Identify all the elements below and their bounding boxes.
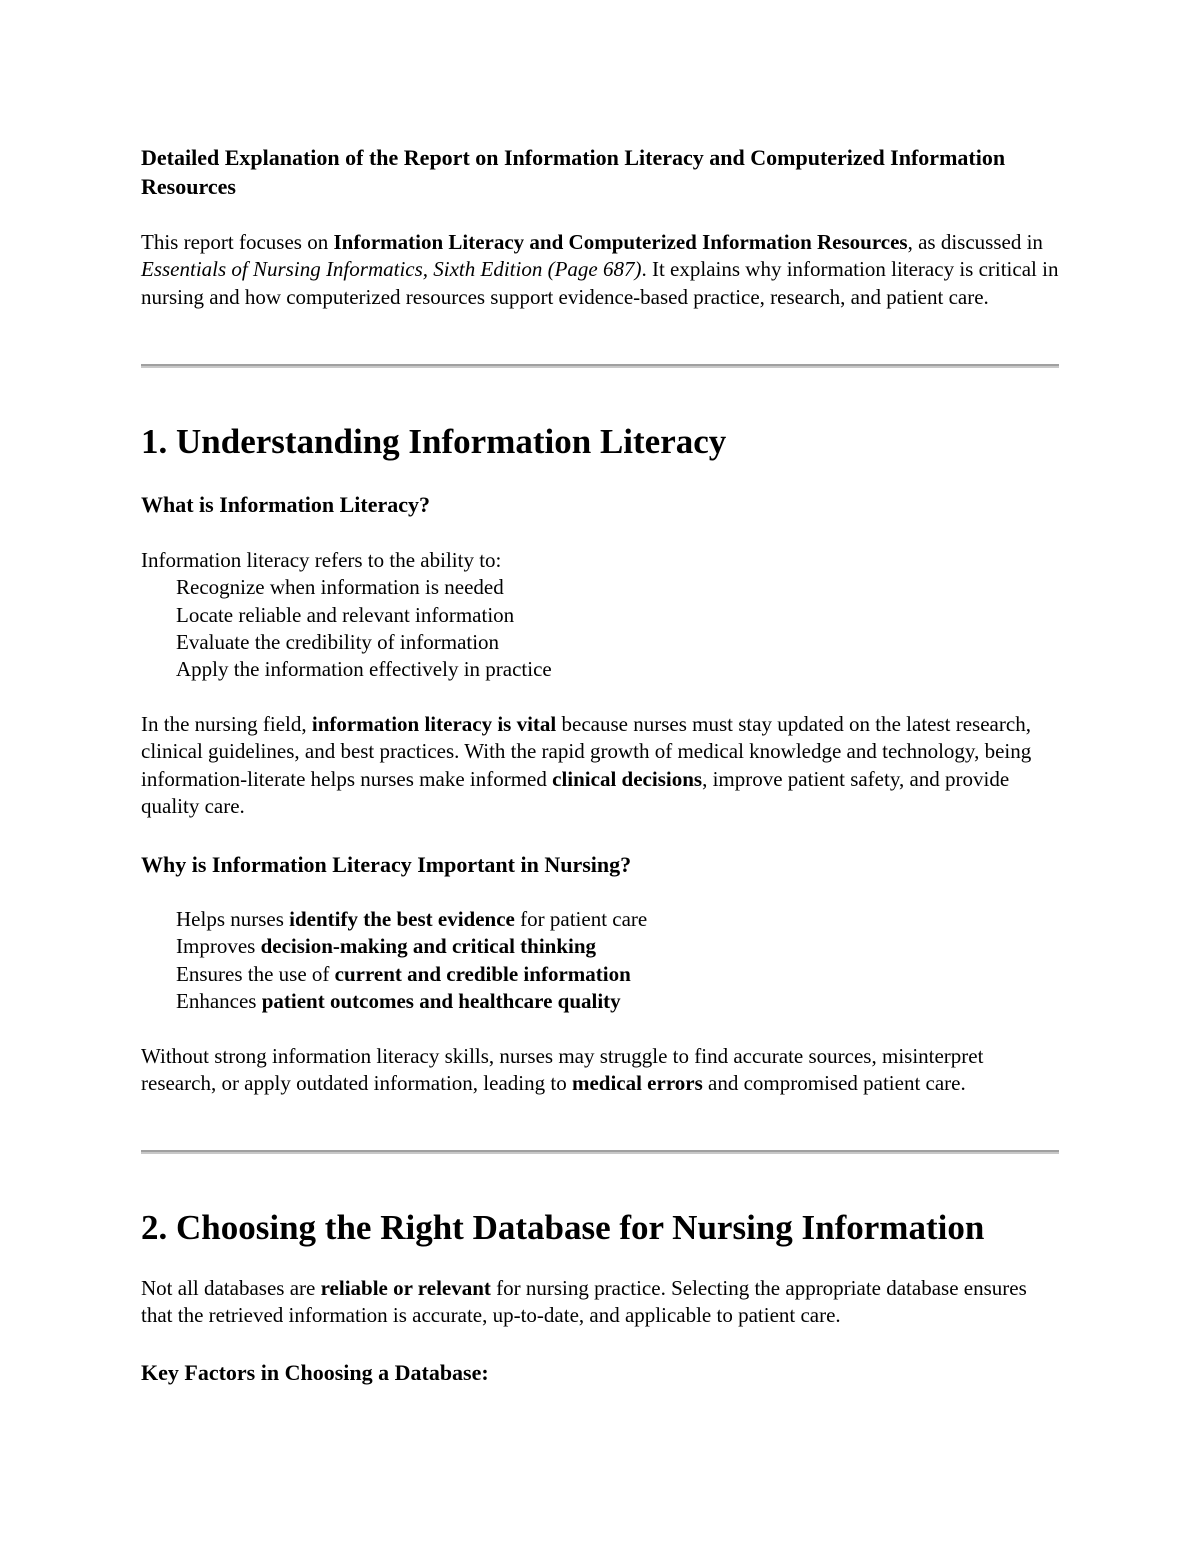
para-text: In the nursing field, (141, 712, 312, 736)
list-item (176, 933, 1061, 960)
para-text: because nurses must stay updated on the latest research, clinical guidelines, and best practices. With the rapid growth of medical knowledge and technology, being information-literate helps nurses make informed (141, 712, 1032, 791)
list-item: Evaluate the credibility of information (176, 629, 500, 654)
nursing-field-paragraph (141, 711, 1061, 820)
list-item (176, 961, 1061, 988)
intro-book-citation: Essentials of Nursing Informatics, Sixth Edition (Page 687) (141, 257, 642, 282)
item-bold: patient outcomes and healthcare quality (261, 988, 621, 1013)
item-bold: identify the best evidence (289, 907, 515, 931)
section-2-subheading-factors: Key Factors in Choosing a Database: (141, 1360, 489, 1385)
item-bold: decision-making and critical thinking (260, 934, 597, 959)
para-text: Not all databases are (141, 1276, 321, 1300)
list-item (176, 906, 1061, 933)
para-text: and compromised patient care. (702, 1071, 966, 1096)
database-paragraph (141, 1275, 1061, 1330)
horizontal-rule-1 (141, 364, 1059, 368)
section-1-subheading-why: Why is Information Literacy Important in Nursing? (141, 852, 632, 877)
para-bold: reliable or relevant (320, 1276, 491, 1300)
list-item: Apply the information effectively in practice (176, 657, 552, 682)
importance-list (141, 906, 1061, 1015)
item-bold: current and credible information (334, 961, 631, 986)
section-1-heading: 1. Understanding Information Literacy (141, 422, 727, 461)
item-lead: Ensures the use of (176, 961, 335, 986)
definition-lead: Information literacy refers to the ability to: (141, 548, 502, 572)
intro-bold-topic: Information Literacy and Computerized Information Resources (333, 230, 908, 254)
abilities-list (141, 574, 1061, 683)
item-tail: for patient care (514, 907, 648, 931)
intro-text-2: , as discussed in (907, 230, 1043, 254)
intro-text-1: This report focuses on (141, 230, 334, 254)
para-bold: clinical decisions (552, 766, 703, 791)
section-2-heading: 2. Choosing the Right Database for Nursing Information (141, 1208, 985, 1247)
intro-text-3: . It explains why information literacy is critical in nursing and how computerized resources support evidence-based practice, research, and patient care. (141, 257, 1059, 309)
para-text: , improve patient safety, and provide quality care. (141, 766, 1010, 818)
intro-paragraph (141, 229, 1061, 311)
para-bold: medical errors (571, 1071, 703, 1096)
consequences-paragraph (141, 1043, 1061, 1098)
section-1-subheading-what: What is Information Literacy? (141, 492, 431, 517)
horizontal-rule-2 (141, 1150, 1059, 1154)
list-item: Recognize when information is needed (176, 575, 504, 600)
definition-block (141, 547, 1061, 683)
list-item: Locate reliable and relevant information (176, 602, 515, 627)
item-lead: Enhances (176, 988, 262, 1013)
para-text: for nursing practice. Selecting the appropriate database ensures that the retrieved information is accurate, up-to-date, and applicable to patient care. (141, 1276, 1027, 1328)
document-title: Detailed Explanation of the Report on Information Literacy and Computerized Information Resources (141, 145, 1006, 199)
list-item (176, 988, 1061, 1015)
para-text: Without strong information literacy skills, nurses may struggle to find accurate sources, misinterpret research, or apply outdated information, leading to (141, 1044, 984, 1096)
para-bold: information literacy is vital (311, 712, 557, 736)
item-lead: Improves (176, 934, 261, 959)
item-lead: Helps nurses (176, 907, 290, 931)
